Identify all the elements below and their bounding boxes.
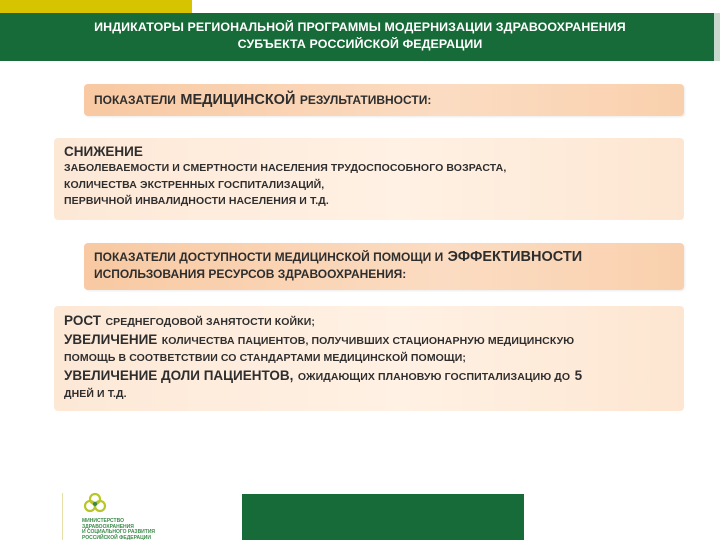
days-number: 5 xyxy=(574,368,583,383)
accessibility-heading-box xyxy=(84,243,684,290)
slide-title-line-1: ИНДИКАТОРЫ РЕГИОНАЛЬНОЙ ПРОГРАММЫ МОДЕРНИЗАЦИИ ЗДРАВООХРАНЕНИЯ xyxy=(94,20,626,34)
logo-text-line-4: РОССИЙСКОЙ ФЕДЕРАЦИИ xyxy=(82,534,151,540)
growth-text: СРЕДНЕГОДОВОЙ ЗАНЯТОСТИ КОЙКИ; xyxy=(105,316,315,328)
patient-share-text: ОЖИДАЮЩИХ ПЛАНОВУЮ ГОСПИТАЛИЗАЦИЮ ДО xyxy=(297,371,571,383)
ministry-logo-text xyxy=(82,519,155,540)
growth-emphasis: РОСТ xyxy=(64,313,101,328)
days-etc-text: ДНЕЙ И Т.Д. xyxy=(64,388,127,400)
heading-lead-word: ПОКАЗАТЕЛИ xyxy=(94,93,176,107)
increase-text: КОЛИЧЕСТВА ПАЦИЕНТОВ, ПОЛУЧИВШИХ СТАЦИОНАРНУЮ МЕДИЦИНСКУЮ xyxy=(161,335,575,347)
slide-title-banner xyxy=(0,13,720,61)
accessibility-heading-lead: ПОКАЗАТЕЛИ ДОСТУПНОСТИ МЕДИЦИНСКОЙ ПОМОЩИ И xyxy=(94,250,444,264)
heading-rest-text: РЕЗУЛЬТАТИВНОСТИ: xyxy=(299,93,432,107)
medical-effectiveness-heading-box xyxy=(84,84,684,116)
increase-emphasis: УВЕЛИЧЕНИЕ xyxy=(64,332,158,347)
efficiency-indicators-box xyxy=(54,306,684,411)
reduction-item-morbidity: ЗАБОЛЕВАЕМОСТИ И СМЕРТНОСТИ НАСЕЛЕНИЯ ТРУДОСПОСОБНОГО ВОЗРАСТА, xyxy=(64,162,507,174)
accessibility-heading-line-2: ИСПОЛЬЗОВАНИЯ РЕСУРСОВ ЗДРАВООХРАНЕНИЯ: xyxy=(94,267,407,281)
logo-divider xyxy=(62,493,63,540)
header-corner-decoration xyxy=(714,13,720,61)
accessibility-heading-emphasis: ЭФФЕКТИВНОСТИ xyxy=(447,249,583,265)
reduction-title: СНИЖЕНИЕ xyxy=(64,144,143,159)
standards-text: ПОМОЩЬ В СООТВЕТСТВИИ СО СТАНДАРТАМИ МЕДИЦИНСКОЙ ПОМОЩИ; xyxy=(64,352,466,364)
slide-title-line-2: СУБЪЕКТА РОССИЙСКОЙ ФЕДЕРАЦИИ xyxy=(237,37,483,51)
logo-text-line-1: МИНИСТЕРСТВО xyxy=(82,518,124,524)
top-accent-bar xyxy=(0,0,192,13)
footer-green-block xyxy=(242,494,524,540)
logo-text-line-2: ЗДРАВООХРАНЕНИЯ xyxy=(82,523,134,530)
reduction-item-hospitalizations: КОЛИЧЕСТВА ЭКСТРЕННЫХ ГОСПИТАЛИЗАЦИЙ, xyxy=(64,178,325,191)
ministry-logo-icon xyxy=(81,490,109,518)
heading-emphasis-word: МЕДИЦИНСКОЙ xyxy=(180,92,296,108)
reduction-indicators-box xyxy=(54,138,684,220)
logo-text-line-3: И СОЦИАЛЬНОГО РАЗВИТИЯ xyxy=(82,529,156,535)
patient-share-emphasis: УВЕЛИЧЕНИЕ ДОЛИ ПАЦИЕНТОВ, xyxy=(64,368,294,383)
reduction-item-disability: ПЕРВИЧНОЙ ИНВАЛИДНОСТИ НАСЕЛЕНИЯ И Т.Д. xyxy=(64,195,329,207)
